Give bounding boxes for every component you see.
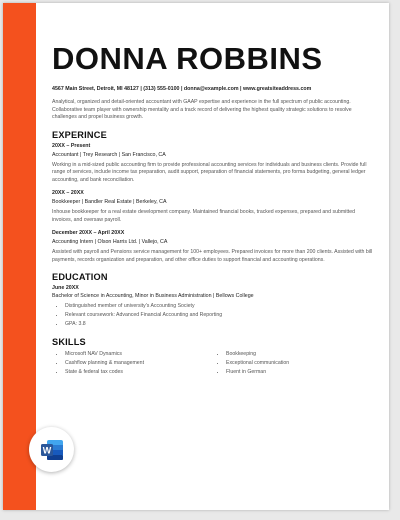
accent-bar <box>3 3 36 510</box>
resume-content <box>52 43 374 377</box>
education-date: June 20XX <box>52 285 79 291</box>
experience-section <box>52 143 374 265</box>
list-item: • Microsoft NAV Dynamics <box>65 350 213 359</box>
job-date: December 20XX – April 20XX <box>52 230 125 236</box>
education-degree: Bachelor of Science in Accounting, Minor in Business Administration | Bellows College <box>52 293 254 299</box>
candidate-name: DONNA ROBBINS <box>52 41 323 76</box>
job-description: Working in a mid-sized public accounting firm to provide professional accounting services for individuals and business clients. Provide full range of services, include income tax preparation, audit support, preparation of financial statements, pro forma budgeting, general ledger accounting, and bank reconciliation. <box>52 161 367 183</box>
list-item: • GPA: 3.8 <box>65 320 374 329</box>
contact-line: 4567 Main Street, Detroit, MI 48127 | (313) 555-0100 | donna@example.com | www.greatsiteaddress.com <box>52 86 312 92</box>
list-item: • Distinguished member of university's Accounting Society <box>65 302 374 311</box>
experience-heading: EXPERINCE <box>52 129 107 140</box>
job-description: Assisted with payroll and Pensions service management for 100+ employees. Prepared invoices for more than 200 clients. Assisted with bill payments, records organization and preparation, and other office duties to support financial and accounting operations. <box>52 249 373 263</box>
word-app-badge[interactable] <box>29 427 74 472</box>
education-heading: EDUCATION <box>52 272 108 282</box>
job-entry <box>52 230 374 264</box>
job-entry <box>52 143 374 185</box>
job-role: Accountant | Trey Research | San Francisco, CA <box>52 151 166 158</box>
job-date: 20XX – 20XX <box>52 190 84 196</box>
list-item: • Exceptional communication <box>226 359 374 368</box>
skills-heading: SKILLS <box>52 337 86 347</box>
education-section <box>52 285 374 329</box>
list-item: • Fluent in German <box>226 368 374 377</box>
word-icon-letter: W <box>42 445 51 455</box>
job-description: Inhouse bookkeeper for a real estate development company. Maintained financial books, tracked expenses, prepared and submitted invoices, and oversaw payroll. <box>52 209 355 223</box>
job-entry <box>52 190 374 224</box>
job-date: 20XX – Present <box>52 142 91 149</box>
list-item: • Cashflow planning & management <box>65 359 213 368</box>
skills-right-list <box>213 350 374 377</box>
list-item: • Bookkeeping <box>226 350 374 359</box>
word-icon <box>40 439 64 461</box>
skills-left-list <box>52 350 213 377</box>
list-item: • Relevant coursework: Advanced Financial Accounting and Reporting <box>65 311 374 320</box>
skills-section <box>52 350 374 377</box>
job-role: Accounting Intern | Olson Harris Ltd. | Vallejo, CA <box>52 239 168 245</box>
education-bullets <box>52 302 374 329</box>
summary-paragraph: Analytical, organized and detail-oriented accountant with GAAP expertise and experience in the full spectrum of public accounting. Collaborative team player with ownership mentality and a track record of delivering the highest quality strategic solutions to resolve challenges and propel business growth. <box>52 99 352 120</box>
list-item: • State & federal tax codes <box>65 368 213 377</box>
job-role: Bookkeeper | Bandler Real Estate | Berkeley, CA <box>52 199 167 205</box>
